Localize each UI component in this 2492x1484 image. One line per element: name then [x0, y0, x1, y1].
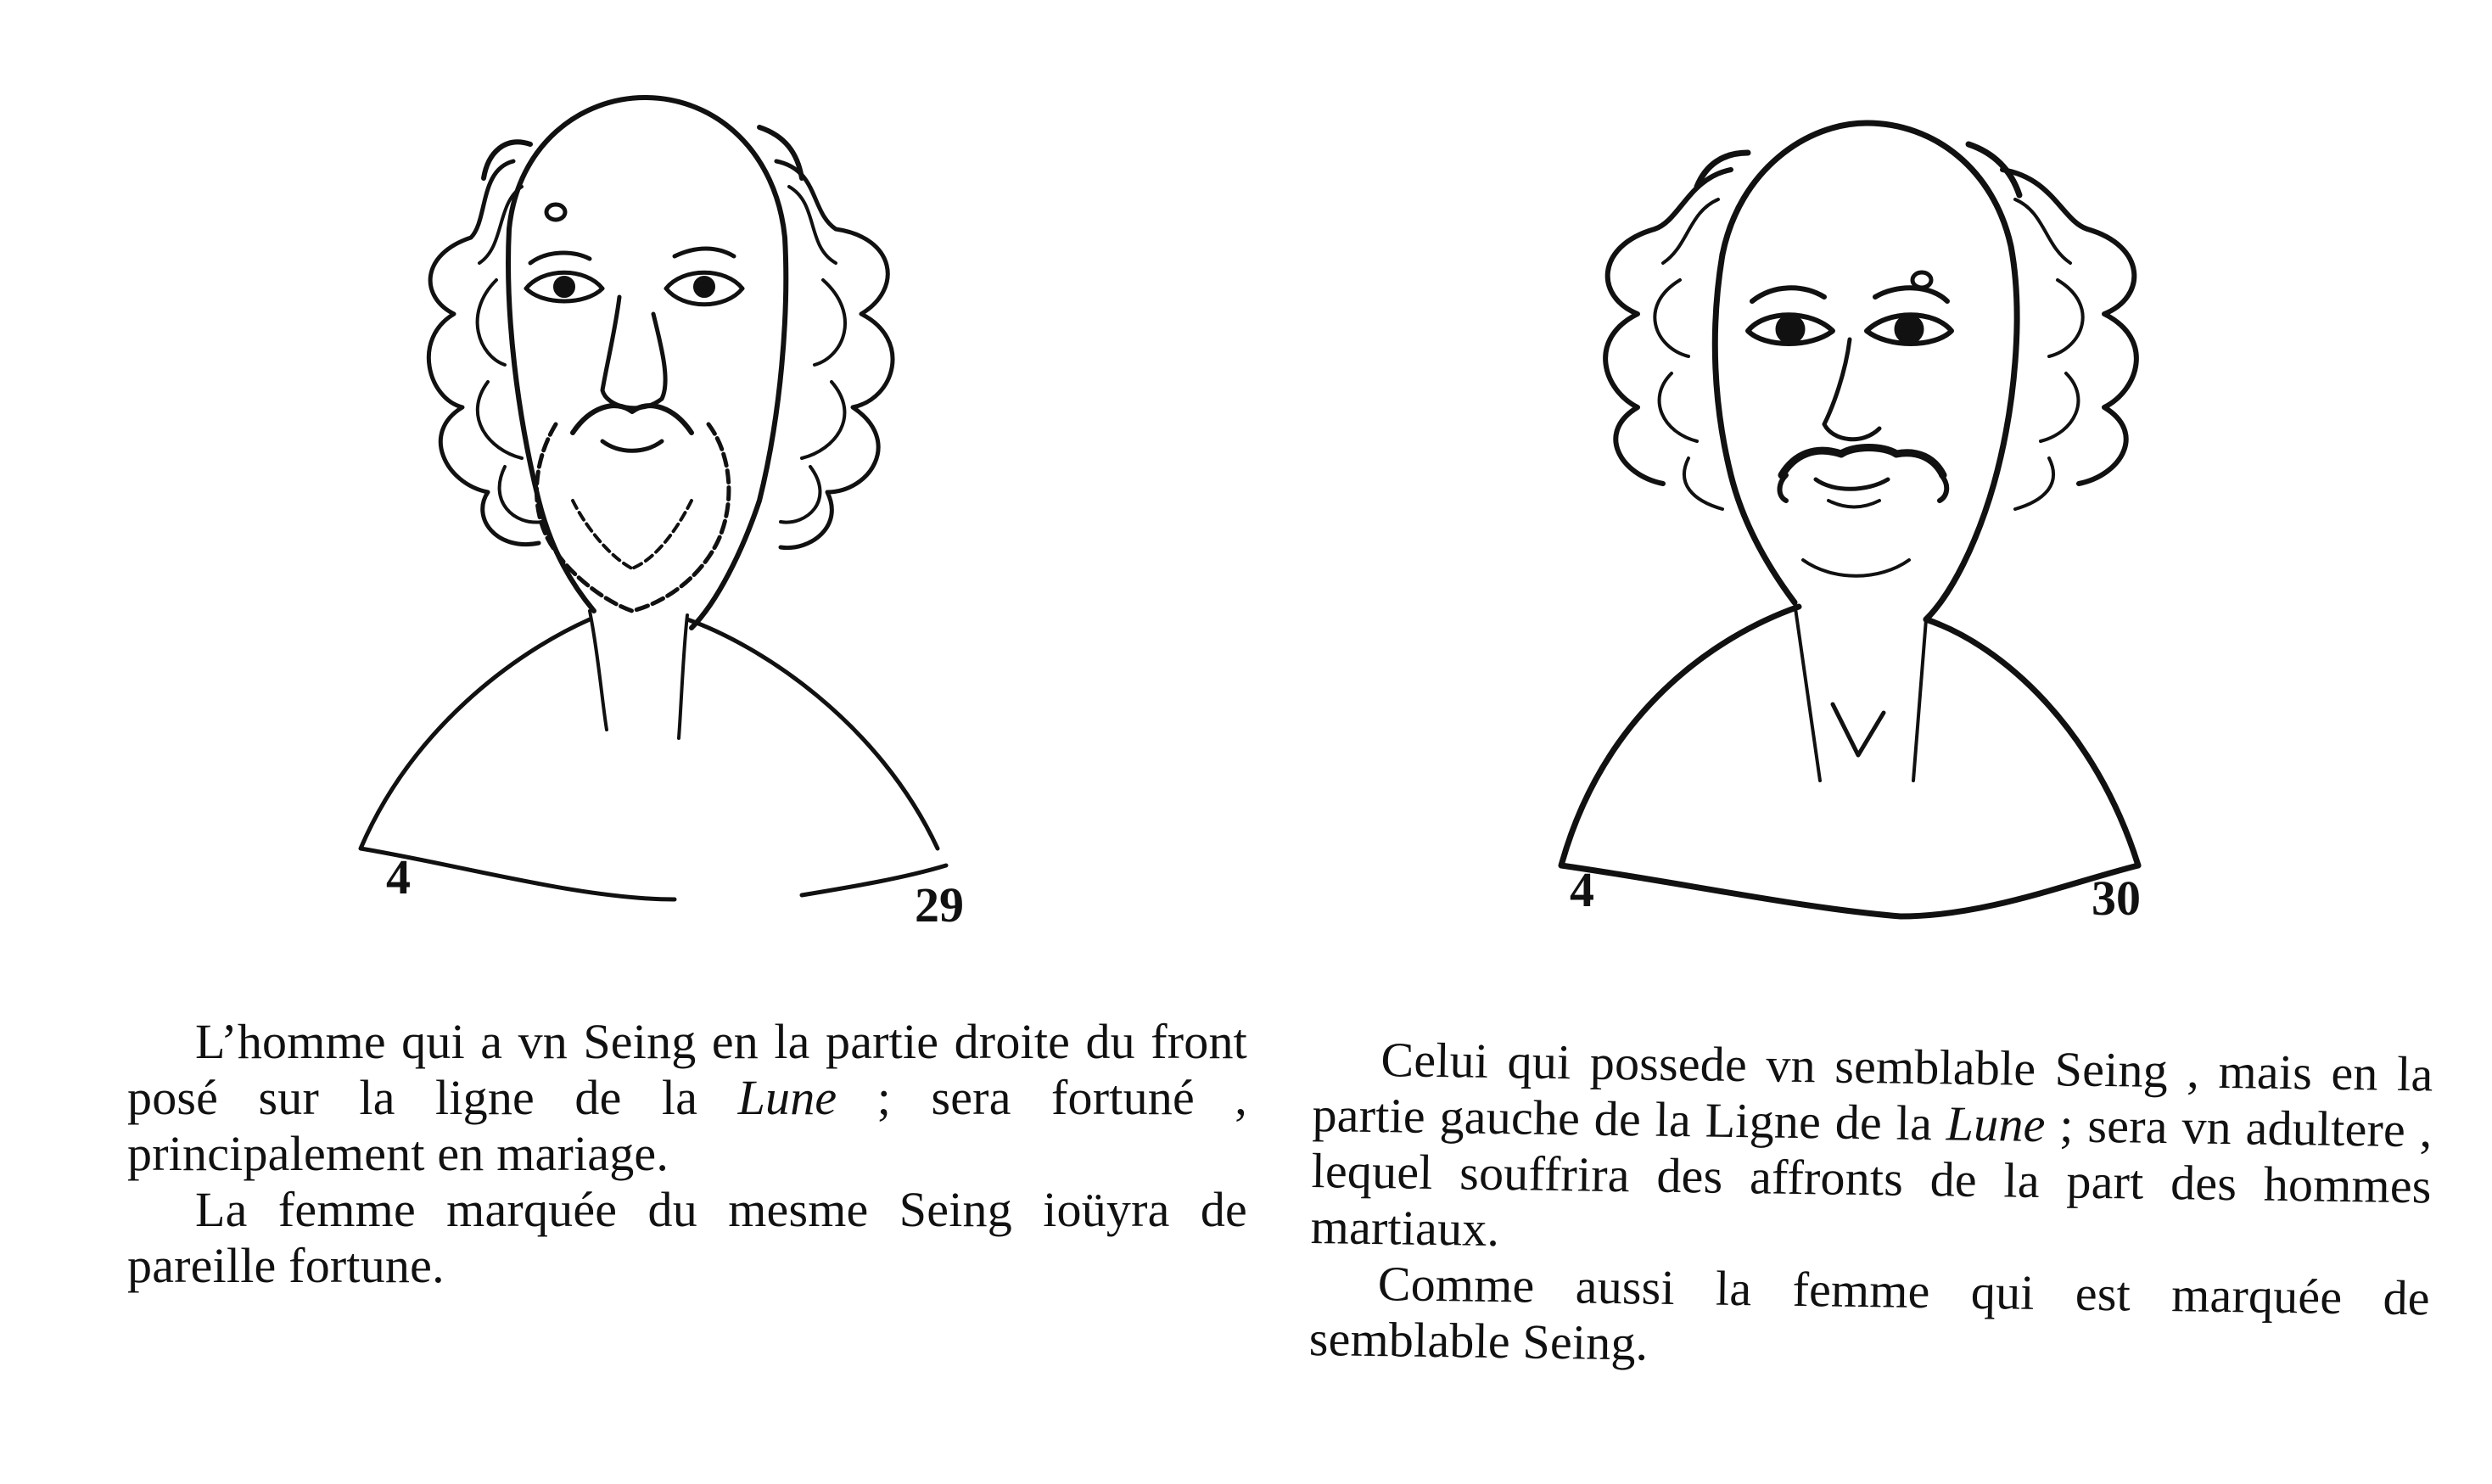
left-paragraph-2: La femme marquée du mesme Seing ioüyra de pareille fortune.: [127, 1182, 1247, 1293]
right-p1-text-end: ; sera vn adultere , lequel souffrira des affronts de la part des hommes martiaux.: [1310, 1097, 2433, 1257]
left-plate-number-a: 4: [386, 849, 411, 904]
left-caption: [127, 1014, 1247, 1294]
bald-bearded-man-portrait-icon: [361, 59, 1039, 933]
right-p1-text-start: Celui qui possede vn semblable Seing , mais en la partie gauche de la Ligne de la: [1312, 1032, 2433, 1151]
right-plate-number-a: 4: [1570, 862, 1594, 917]
left-p1-moon-word: Lune: [737, 1070, 837, 1125]
right-p1-moon-word: Lune: [1946, 1095, 2047, 1153]
left-paragraph-1: [127, 1014, 1247, 1182]
bald-mustached-man-portrait-icon: [1561, 119, 2240, 933]
right-portrait-figure: [1561, 119, 2240, 933]
left-portrait-figure: [361, 59, 1039, 933]
right-caption: [1308, 1031, 2433, 1382]
right-paragraph-2: Comme aussi la femme qui est marquée de semblable Seing.: [1308, 1256, 2431, 1371]
right-plate-number-b: 30: [2092, 871, 2141, 926]
left-plate-number-b: 29: [915, 877, 964, 932]
left-p1-text-start: L’homme qui a vn Seing en la partie droite du front posé sur la ligne de la: [127, 1014, 1247, 1125]
left-p1-text-end: ; sera fortuné , principalement en mariage.: [127, 1070, 1247, 1181]
right-paragraph-1: [1310, 1031, 2433, 1270]
